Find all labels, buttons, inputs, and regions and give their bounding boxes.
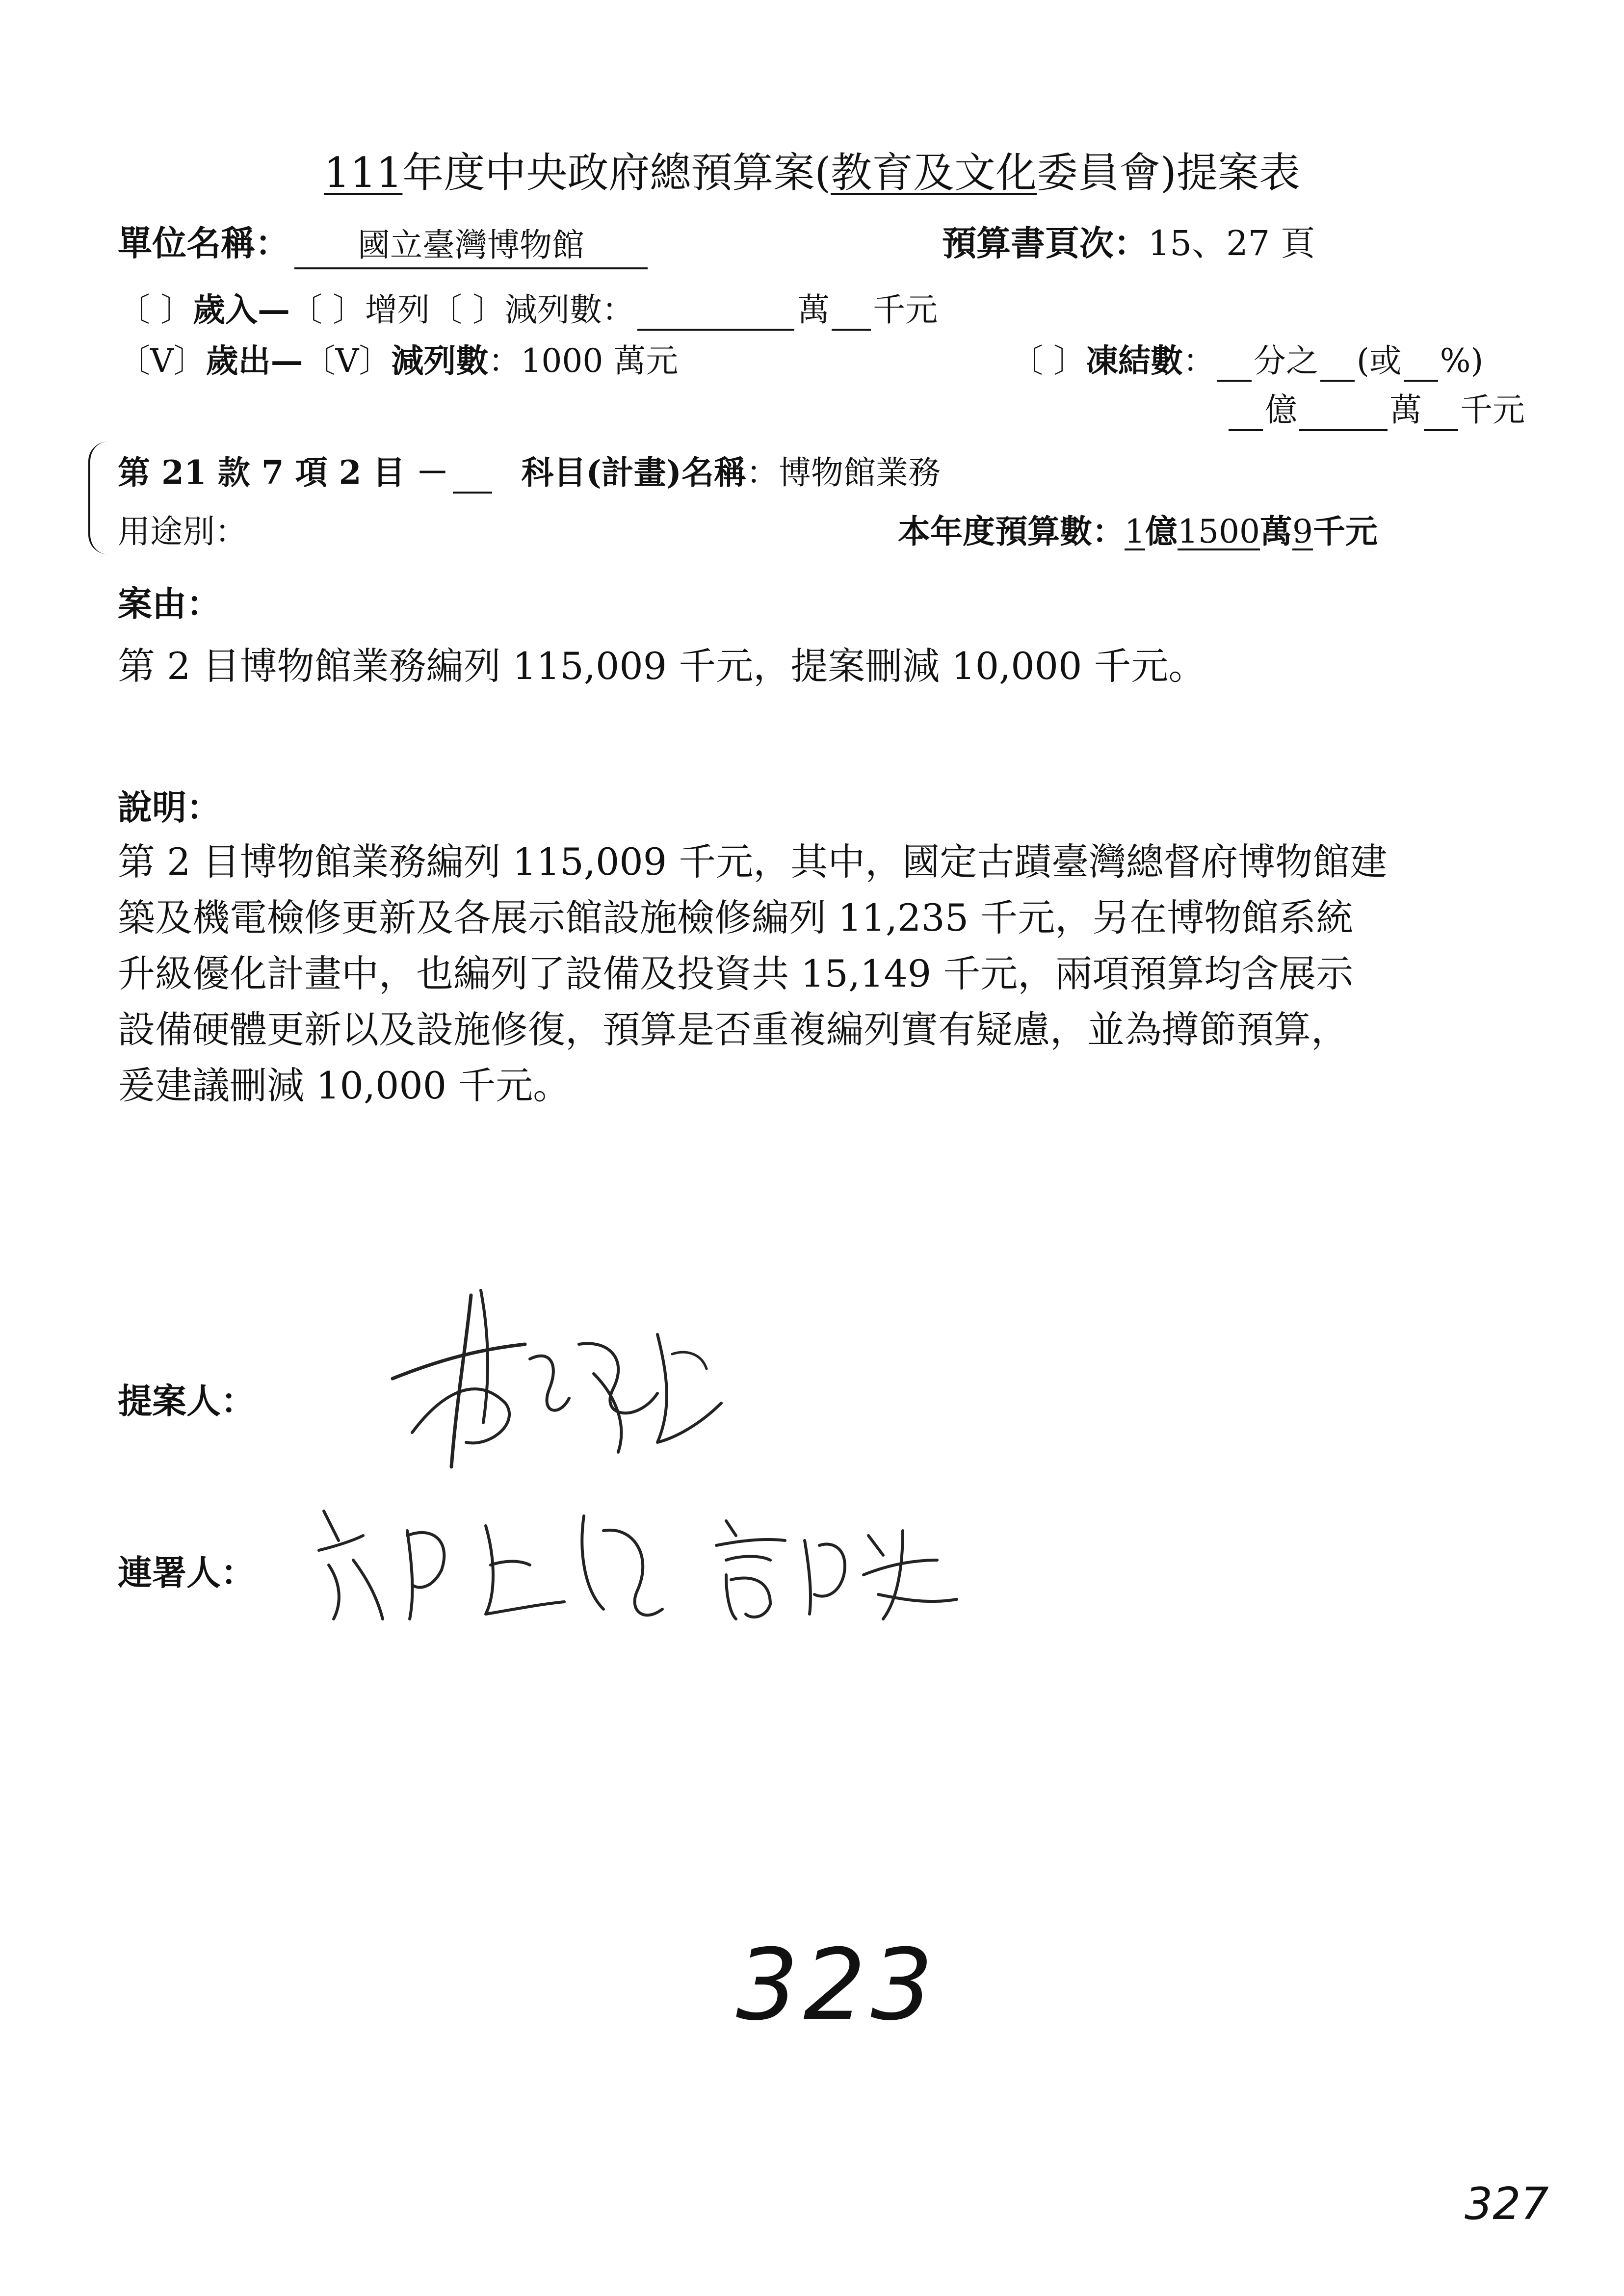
freeze-qian-blank: [1424, 391, 1458, 431]
reason-heading: 案由：: [118, 583, 221, 624]
expense-decrease-value: ：1000 萬元: [488, 342, 679, 380]
revenue-decrease-label: 減列數：: [504, 291, 634, 329]
explanation-line: 升級優化計畫中，也編列了設備及投資共 15,149 千元，兩項預算均含展示: [118, 952, 1354, 995]
proposer-signature: [383, 1276, 736, 1482]
item-code-blank: [453, 454, 492, 494]
budget-qian-unit: 千元: [1312, 512, 1378, 550]
page-label: 預算書頁次：: [942, 223, 1148, 263]
handwritten-page-number: 323: [736, 1928, 938, 2042]
expense-row: [118, 335, 678, 381]
freeze-pct: %): [1440, 342, 1484, 380]
revenue-increase-checkbox: 〔 〕: [289, 291, 365, 329]
explanation-line: 第 2 目博物館業務編列 115,009 千元，其中，國定古蹟臺灣總督府博物館建: [118, 840, 1388, 884]
revenue-qian-blank: [832, 291, 871, 331]
budget-wan-value: 1500: [1178, 513, 1260, 550]
freeze-wan-blank: [1299, 391, 1388, 431]
budget-row: [898, 505, 1378, 552]
explanation-line: 設備硬體更新以及設施修復，預算是否重複編列實有疑慮，並為撙節預算，: [118, 1008, 1348, 1051]
revenue-qian: 千元: [872, 291, 938, 329]
proposer-label: 提案人：: [118, 1381, 255, 1421]
revenue-decrease-checkbox: 〔 〕: [429, 291, 505, 329]
explanation-line: 爰建議刪減 10,000 千元。: [118, 1064, 571, 1107]
freeze-denominator-blank: [1320, 342, 1355, 382]
freeze-or: (或: [1356, 342, 1402, 380]
budget-yi-value: 1: [1125, 513, 1145, 550]
cosigner-signature-2: [707, 1501, 971, 1629]
revenue-checkbox: 〔 〕: [118, 291, 193, 329]
unit-label: 單位名稱：: [118, 223, 289, 263]
unit-value: 國立臺灣博物館: [294, 219, 648, 269]
expense-decrease-label: 減列數: [391, 341, 489, 380]
usage-label: 用途別：: [118, 513, 247, 550]
title-year: 111: [324, 149, 403, 197]
revenue-wan: 萬: [797, 291, 830, 329]
explanation-line: 築及機電檢修更新及各展示館設施檢修編列 11,235 千元，另在博物館系統: [118, 896, 1354, 939]
item-code-row: [118, 446, 941, 494]
freeze-yi: 億: [1265, 391, 1297, 429]
budget-wan-unit: 萬: [1259, 512, 1292, 550]
title-part1: 年度中央政府總預算案(: [402, 149, 831, 197]
freeze-checkbox: 〔 〕: [1011, 342, 1086, 380]
expense-checkbox: 〔V〕: [118, 342, 206, 380]
freeze-row: [1011, 335, 1483, 382]
freeze-label: 凍結數: [1085, 341, 1183, 380]
freeze-numerator-blank: [1217, 342, 1252, 382]
freeze-wan: 萬: [1389, 391, 1422, 429]
expense-decrease-checkbox: 〔V〕: [303, 342, 392, 380]
title-committee: 教育及文化: [831, 149, 1037, 197]
explanation-heading: 說明：: [118, 787, 221, 828]
revenue-label: 歲入—: [192, 290, 290, 329]
freeze-fen: 分之: [1253, 342, 1318, 380]
item-bracket: [88, 442, 120, 554]
subject-colon: ：: [746, 454, 779, 492]
explanation-body: [118, 834, 1580, 1114]
document-title: [0, 140, 1624, 199]
freeze-yi-blank: [1229, 391, 1263, 431]
item-code: 第 21 款 7 項 2 目 －: [118, 453, 449, 492]
revenue-row: [118, 284, 938, 331]
budget-label: 本年度預算數：: [898, 512, 1125, 550]
freeze-percent-blank: [1404, 342, 1438, 382]
revenue-increase-label: 增列: [365, 291, 430, 329]
budget-yi-unit: 億: [1145, 512, 1178, 550]
title-part2: 委員會)提案表: [1037, 149, 1300, 197]
revenue-amount-blank: [637, 291, 794, 331]
freeze-qian: 千元: [1460, 391, 1525, 429]
page-value: 15、27 頁: [1148, 223, 1315, 263]
budget-qian-value: 9: [1292, 513, 1313, 550]
cosigner-label: 連署人：: [118, 1552, 255, 1593]
reason-text: 第 2 目博物館業務編列 115,009 千元，提案刪減 10,000 千元。: [118, 644, 1206, 688]
freeze-amount-row: [1227, 384, 1525, 431]
expense-label: 歲出—: [206, 341, 303, 380]
subject-label: 科目(計畫)名稱: [521, 453, 747, 492]
subject-value: 博物館業務: [779, 454, 941, 492]
cosigner-signature-1: [309, 1482, 682, 1629]
page-reference: [942, 216, 1315, 265]
freeze-colon: ：: [1182, 342, 1215, 380]
corner-page-number: 327: [1465, 2178, 1549, 2230]
